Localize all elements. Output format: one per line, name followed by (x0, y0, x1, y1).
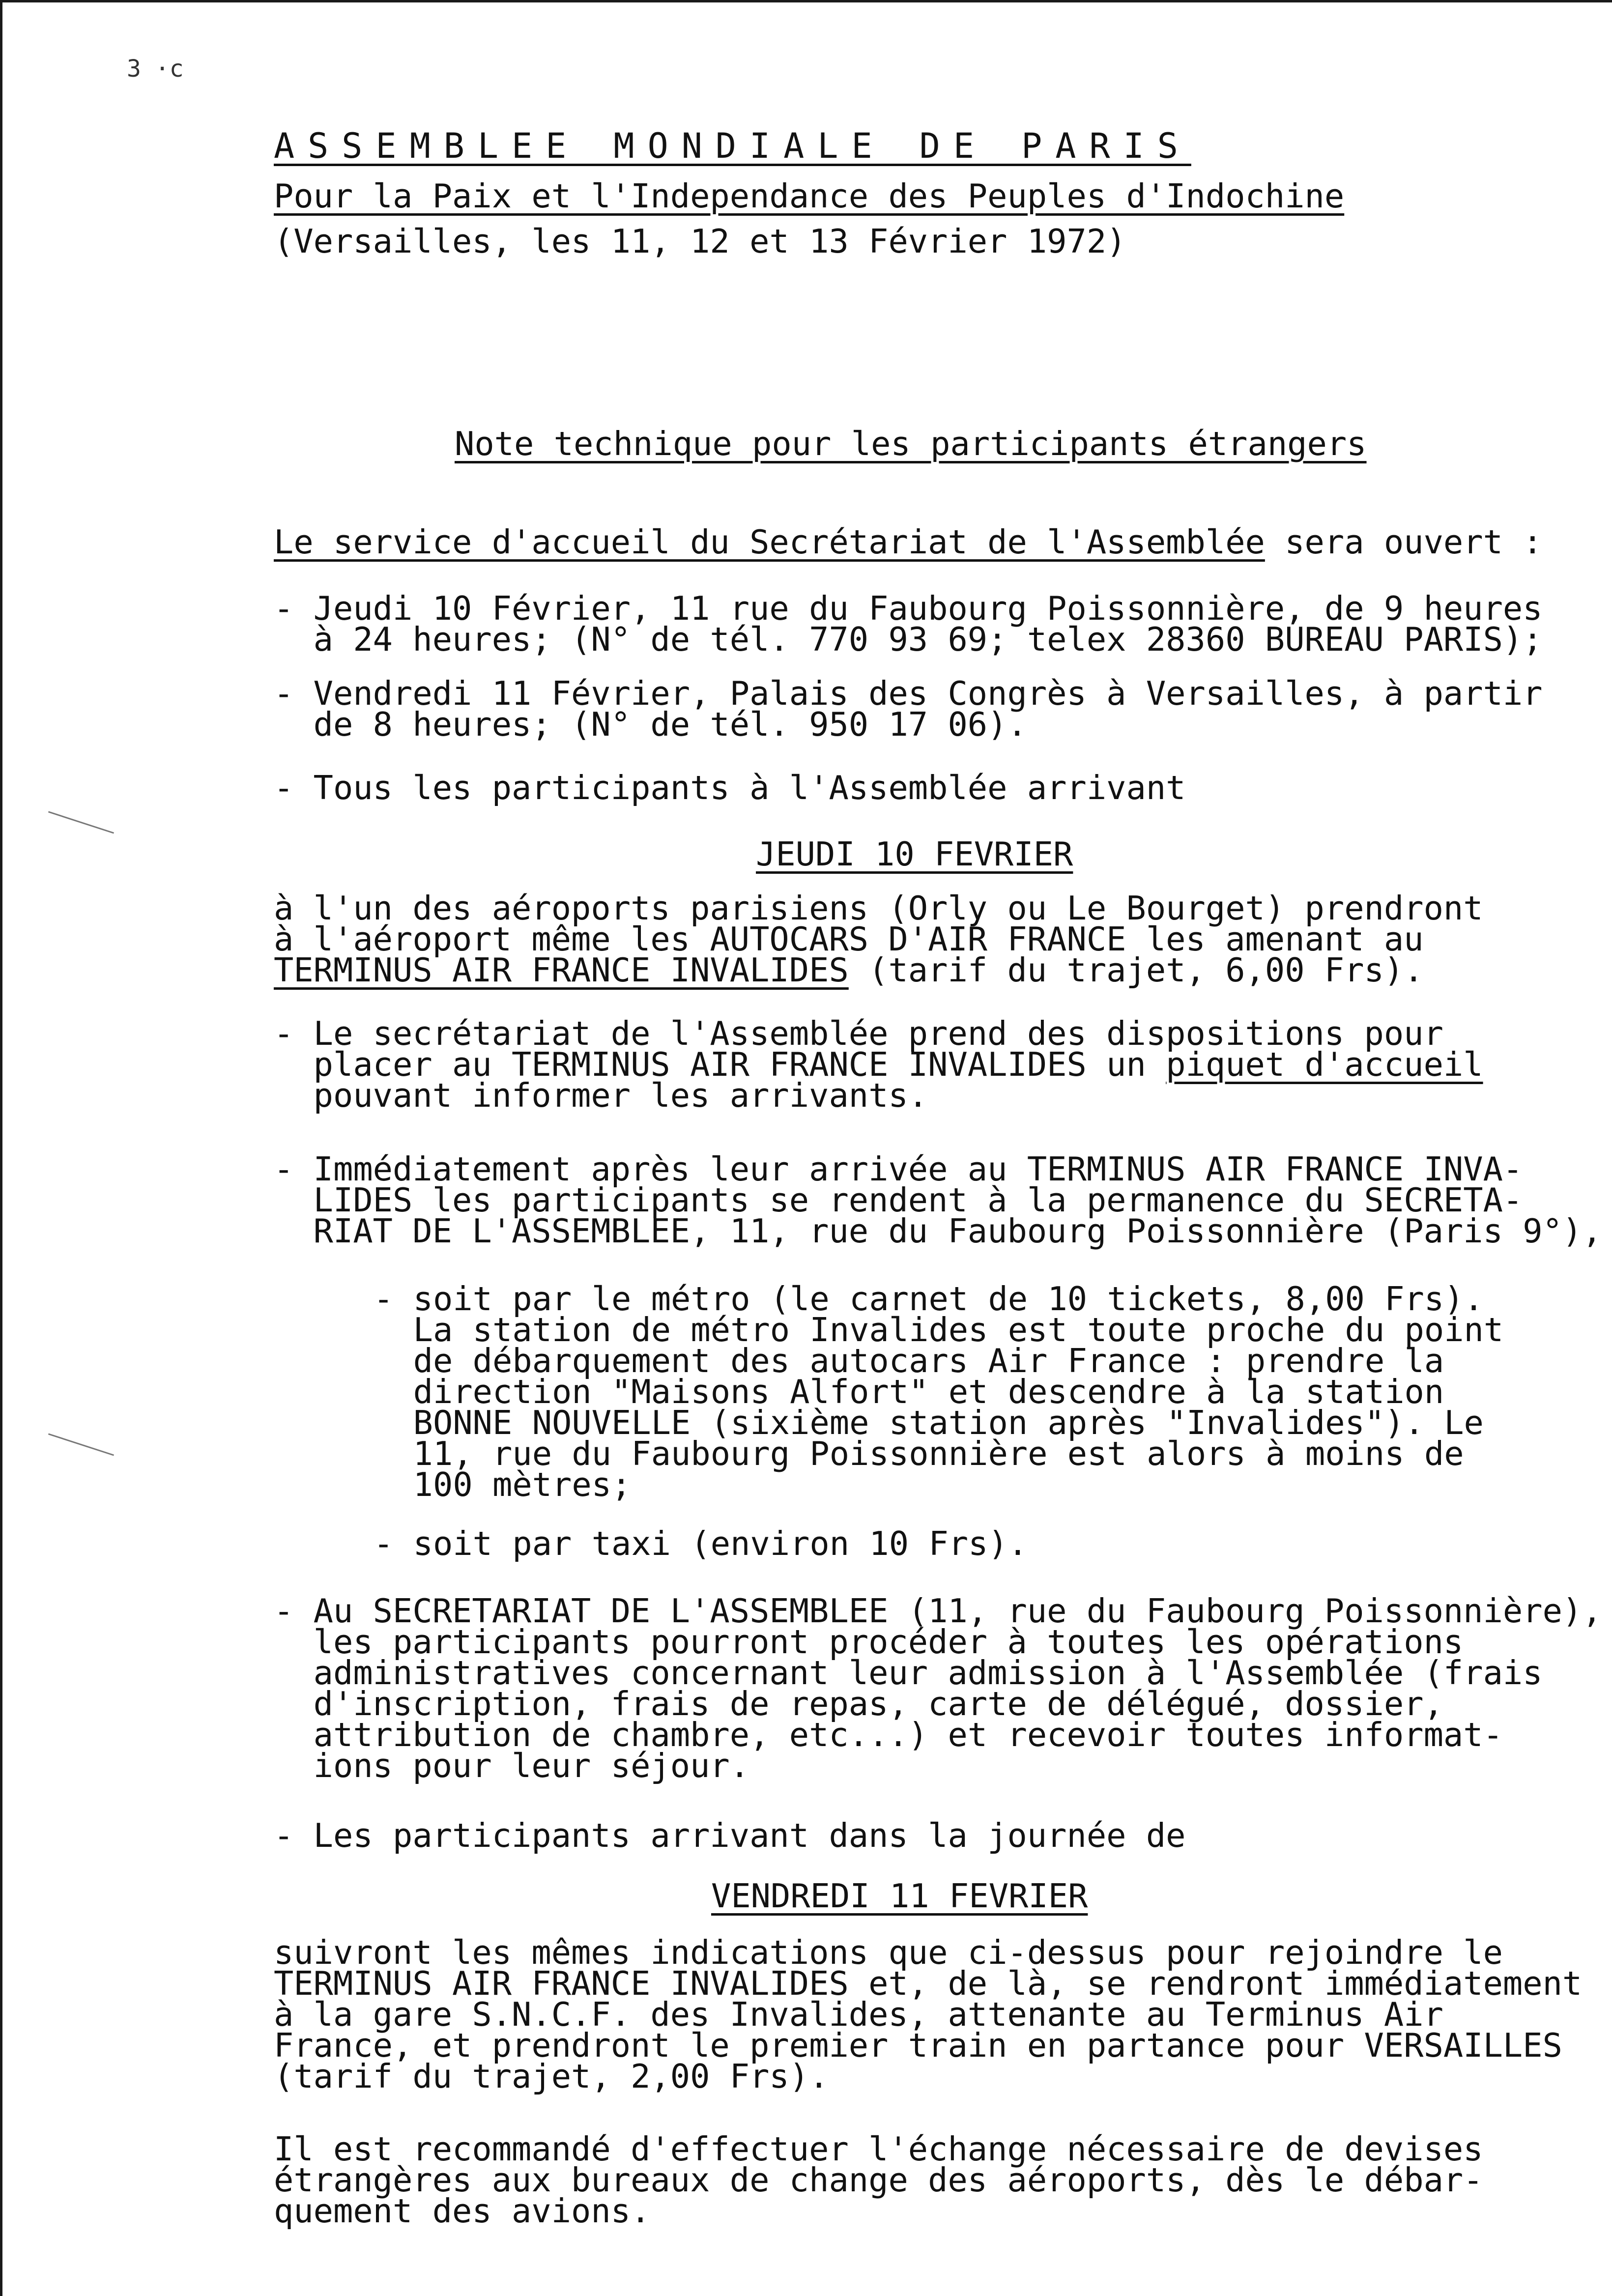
note-title: Note technique pour les participants étrangers (455, 425, 1367, 463)
jeudi-line-1: - Jeudi 10 Février, 11 rue du Faubourg Poissonnière, de 9 heures (274, 589, 1543, 628)
handwritten-mark: 3 ·c (127, 55, 184, 83)
secretariat-line-2-text: placer au TERMINUS AIR FRANCE INVALIDES un (274, 1045, 1166, 1084)
metro-line-2: La station de métro Invalides est toute proche du point (374, 1311, 1504, 1349)
jeudi-line-2: à 24 heures; (N° de tél. 770 93 69; telex 28360 BUREAU PARIS); (274, 620, 1543, 659)
pouvant-line: pouvant informer les arrivants. (274, 1076, 928, 1115)
immediatement-line-2: LIDES les participants se rendent à la permanence du SECRETA- (274, 1181, 1523, 1219)
taxi-line: - soit par taxi (environ 10 Frs). (374, 1524, 1028, 1563)
tous-line: - Tous les participants à l'Assemblée arrivant (274, 769, 1186, 807)
scan-artifact (48, 811, 114, 833)
au-secretariat-line-4: d'inscription, frais de repas, carte de délégué, dossier, (274, 1685, 1443, 1723)
au-secretariat-line-3: administratives concernant leur admission à l'Assemblée (frais (274, 1654, 1543, 1692)
au-secretariat-line-1: - Au SECRETARIAT DE L'ASSEMBLEE (11, rue du Faubourg Poissonnière), (274, 1592, 1602, 1630)
scan-border-top (0, 0, 1612, 2)
scan-artifact (48, 1433, 114, 1456)
metro-line-5: BONNE NOUVELLE (sixième station après "Invalides"). Le (374, 1404, 1484, 1442)
scan-border-left (0, 0, 2, 2296)
terminus-underlined: TERMINUS AIR FRANCE INVALIDES (274, 951, 849, 989)
recommande-line-2: étrangères aux bureaux de change des aéroports, dès le débar- (274, 2161, 1483, 2199)
suivront-line-3: à la gare S.N.C.F. des Invalides, attenante au Terminus Air (274, 1995, 1443, 2034)
metro-line-7: 100 mètres; (374, 1465, 632, 1504)
immediatement-line-1: - Immédiatement après leur arrivée au TERMINUS AIR FRANCE INVA- (274, 1150, 1523, 1188)
immediatement-line-3: RIAT DE L'ASSEMBLEE, 11, rue du Faubourg Poissonnière (Paris 9°), (274, 1212, 1602, 1250)
suivront-line-2: TERMINUS AIR FRANCE INVALIDES et, de là, se rendront immédiatement (274, 1964, 1583, 2003)
piquet-underlined: piquet d'accueil (1166, 1045, 1483, 1084)
vendredi-line-2: de 8 heures; (N° de tél. 950 17 06). (274, 705, 1027, 744)
vendredi-line-1: - Vendredi 11 Février, Palais des Congrès à Versailles, à partir (274, 674, 1543, 713)
aeroports-line-2: à l'aéroport même les AUTOCARS D'AIR FRANCE les amenant au (274, 920, 1424, 958)
metro-line-1: - soit par le métro (le carnet de 10 tickets, 8,00 Frs). (374, 1280, 1484, 1318)
suivront-line-1: suivront les mêmes indications que ci-dessus pour rejoindre le (274, 1933, 1503, 1972)
intro-rest: sera ouvert : (1265, 523, 1543, 561)
intro-line (274, 523, 1543, 561)
recommande-line-3: quement des avions. (274, 2192, 651, 2230)
metro-line-3: de débarquement des autocars Air France : prendre la (374, 1342, 1444, 1380)
suivront-line-4: France, et prendront le premier train en partance pour VERSAILLES (274, 2026, 1562, 2065)
intro-underlined: Le service d'accueil du Secrétariat de l'Assemblée (274, 523, 1265, 561)
au-secretariat-line-5: attribution de chambre, etc...) et recevoir toutes informat- (274, 1716, 1503, 1754)
terminus-line (274, 951, 1424, 989)
document-subtitle: Pour la Paix et l'Independance des Peuples d'Indochine (274, 177, 1345, 215)
aeroports-line-1: à l'un des aéroports parisiens (Orly ou Le Bourget) prendront (274, 889, 1483, 927)
document-title: ASSEMBLEE MONDIALE DE PARIS (274, 126, 1191, 166)
metro-line-6: 11, rue du Faubourg Poissonnière est alors à moins de (374, 1435, 1464, 1473)
heading-jeudi: JEUDI 10 FEVRIER (756, 835, 1073, 873)
metro-line-4: direction "Maisons Alfort" et descendre à la station (374, 1373, 1444, 1411)
document-dates: (Versailles, les 11, 12 et 13 Février 1972) (274, 222, 1126, 260)
au-secretariat-line-2: les participants pourront procéder à toutes les opérations (274, 1623, 1464, 1661)
secretariat-line-1: - Le secrétariat de l'Assemblée prend des dispositions pour (274, 1014, 1443, 1053)
recommande-line-1: Il est recommandé d'effectuer l'échange nécessaire de devises (274, 2130, 1483, 2168)
heading-vendredi: VENDREDI 11 FEVRIER (711, 1877, 1088, 1915)
les-participants-line: - Les participants arrivant dans la journée de (274, 1816, 1186, 1855)
terminus-rest: (tarif du trajet, 6,00 Frs). (848, 951, 1424, 989)
suivront-line-5: (tarif du trajet, 2,00 Frs). (274, 2057, 829, 2095)
au-secretariat-line-6: ions pour leur séjour. (274, 1747, 750, 1785)
